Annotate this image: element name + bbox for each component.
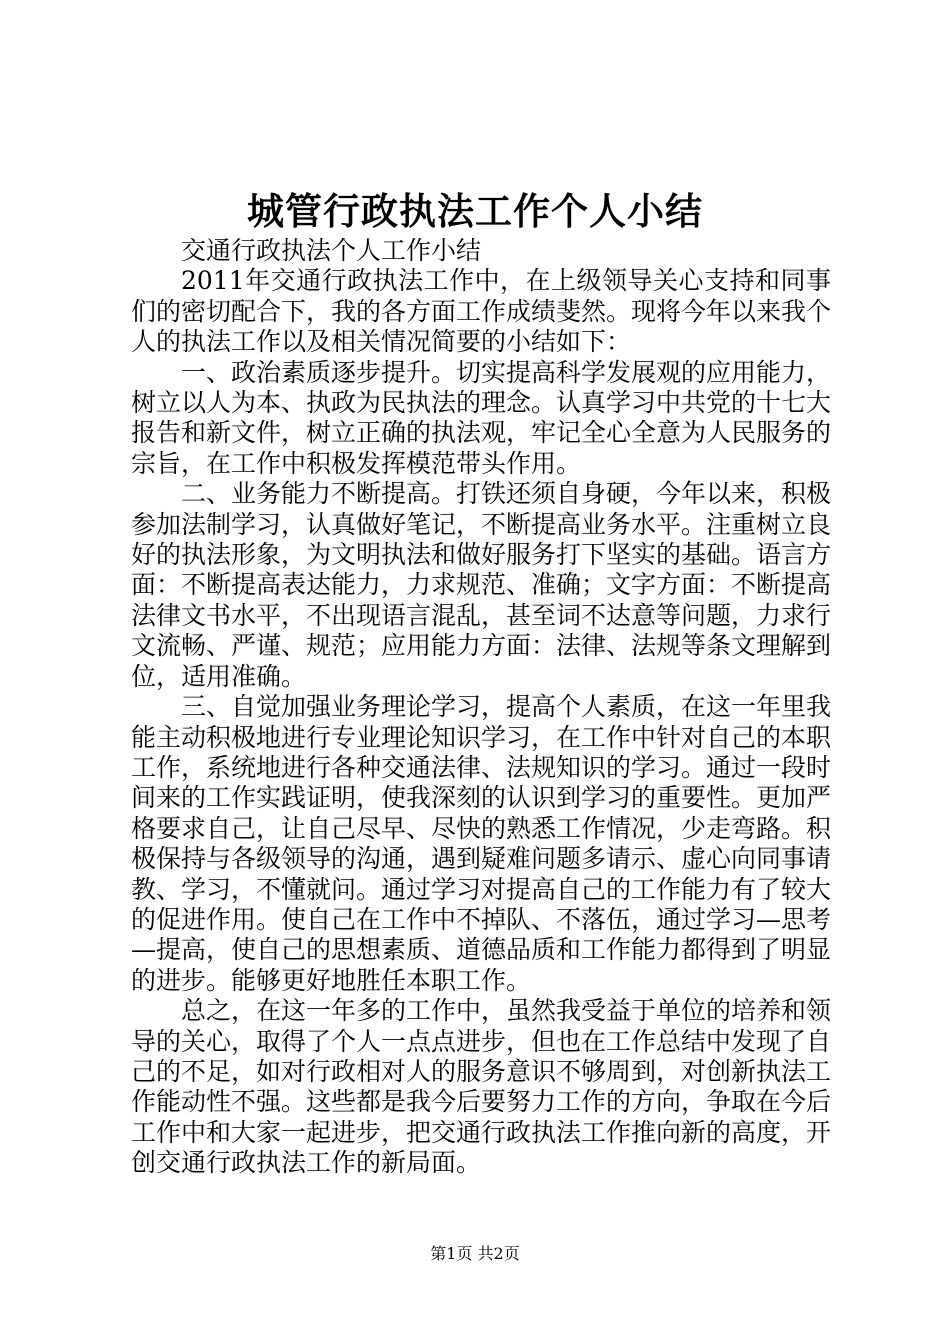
page-number-footer: 第1页 共2页 xyxy=(430,1244,520,1263)
document-title: 城管行政执法工作个人小结 xyxy=(247,189,703,233)
section-business-paragraph: 二、业务能力不断提高。打铁还须自身硬，今年以来，积极参加法制学习，认真做好笔记，不断提高业务水平。注重树立良好的执法形象，为文明执法和做好服务打下坚实的基础。语言方面：不断提高表达能力，力求规范、准确；文字方面：不断提高法律文书水平，不出现语言混乱，甚至词不达意等问题，力求行文流畅、严谨、规范；应用能力方面：法律、法规等条文理解到位，适用准确。 xyxy=(131,479,832,691)
document-body xyxy=(131,236,831,1179)
section-study-paragraph: 三、自觉加强业务理论学习，提高个人素质，在这一年里我能主动积极地进行专业理论知识学习，在工作中针对自己的本职工作，系统地进行各种交通法律、法规知识的学习。通过一段时间来的工作实践证明，使我深刻的认识到学习的重要性。更加严格要求自己，让自己尽早、尽快的熟悉工作情况，少走弯路。积极保持与各级领导的沟通，遇到疑难问题多请示、虚心向同事请教、学习，不懂就问。通过学习对提高自己的工作能力有了较大的促进作用。使自己在工作中不掉队、不落伍，通过学习—思考—提高，使自己的思想素质、道德品质和工作能力都得到了明显的进步。能够更好地胜任本职工作。 xyxy=(131,692,832,995)
conclusion-paragraph: 总之，在这一年多的工作中，虽然我受益于单位的培养和领导的关心，取得了个人一点点进步，但也在工作总结中发现了自己的不足，如对行政相对人的服务意识不够周到，对创新执法工作能动性不强。这些都是我今后要努力工作的方向，争取在今后工作中和大家一起进步，把交通行政执法工作推向新的高度，开创交通行政执法工作的新局面。 xyxy=(131,996,832,1178)
intro-paragraph: 2011年交通行政执法工作中，在上级领导关心支持和同事们的密切配合下，我的各方面工作成绩斐然。现将今年以来我个人的执法工作以及相关情况简要的小结如下： xyxy=(131,266,832,357)
subtitle-paragraph: 交通行政执法个人工作小结 xyxy=(181,236,482,265)
section-political-paragraph: 一、政治素质逐步提升。切实提高科学发展观的应用能力，树立以人为本、执政为民执法的理念。认真学习中共党的十七大报告和新文件，树立正确的执法观，牢记全心全意为人民服务的宗旨，在工作中积极发挥模范带头作用。 xyxy=(131,357,832,478)
